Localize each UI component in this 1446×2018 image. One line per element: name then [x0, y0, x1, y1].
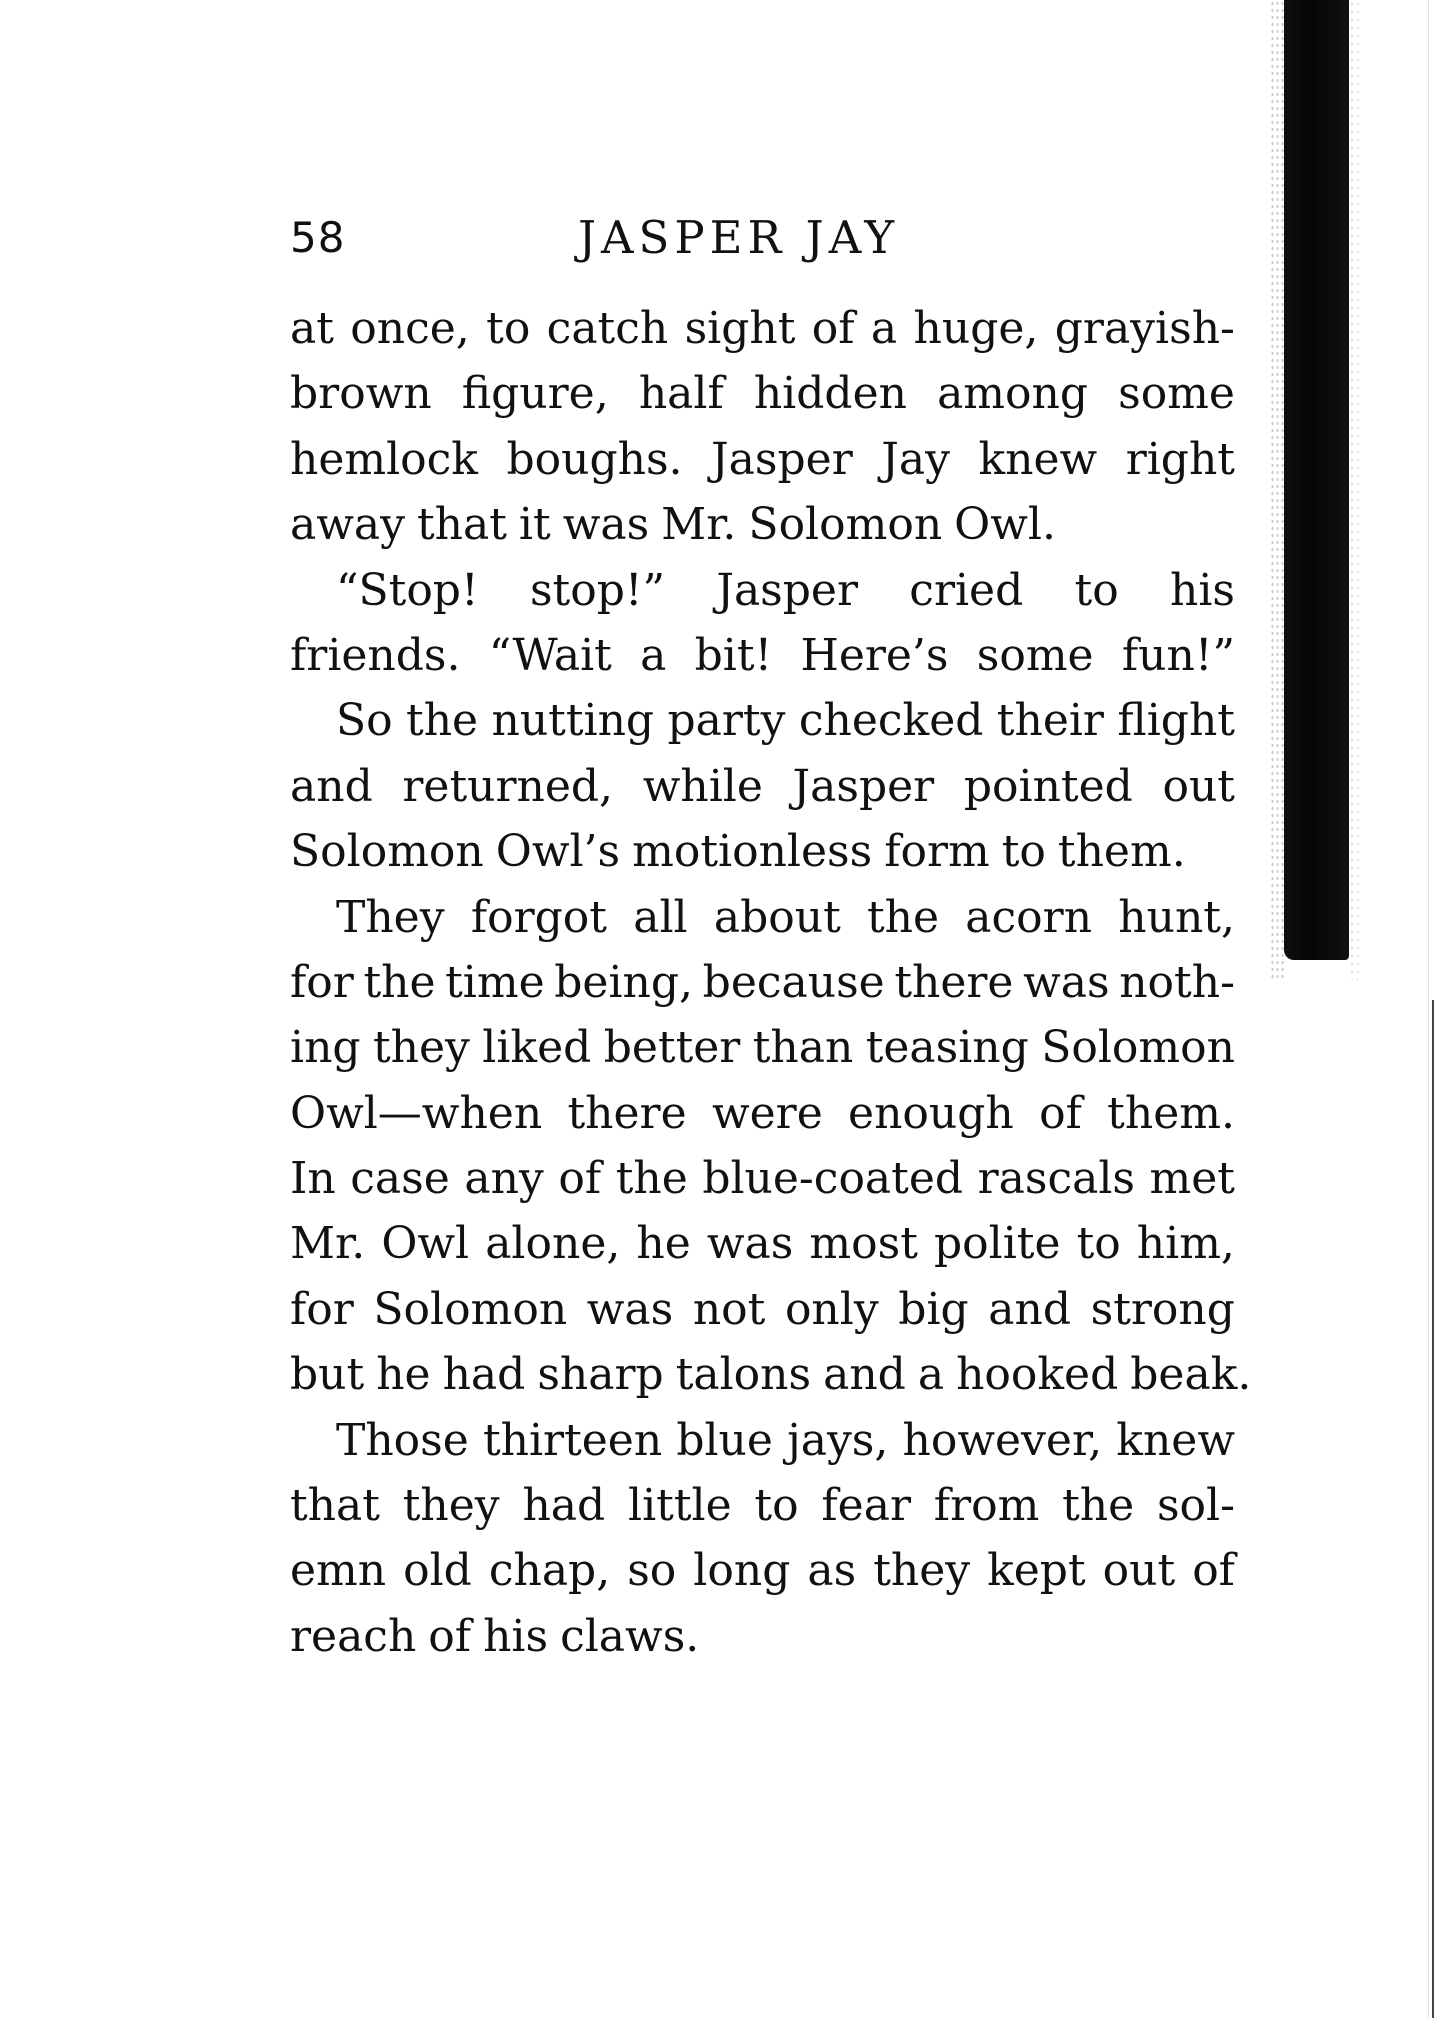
word: them.: [1107, 1087, 1235, 1139]
word: pointed: [963, 760, 1133, 812]
word: blue-coated: [702, 1153, 964, 1205]
word: their: [996, 695, 1104, 747]
word: little: [628, 1480, 732, 1532]
word: long: [693, 1545, 791, 1597]
word: hunt,: [1118, 891, 1235, 943]
word: a: [640, 629, 667, 681]
word: knew: [978, 433, 1098, 485]
word: time: [445, 956, 545, 1008]
word: old: [403, 1545, 472, 1597]
word: he: [376, 1349, 431, 1401]
text-line: [290, 427, 1235, 492]
word: was: [586, 1283, 674, 1335]
text-line: [290, 1473, 1235, 1538]
word: from: [933, 1480, 1040, 1532]
running-title: JASPER JAY: [578, 211, 900, 264]
running-head: [290, 208, 1240, 268]
word: than: [752, 1022, 854, 1074]
word: among: [937, 368, 1089, 420]
text-line: [290, 688, 1235, 753]
word: met: [1149, 1153, 1235, 1205]
text-line: [290, 1081, 1235, 1146]
word: forgot: [470, 891, 607, 943]
word: of: [428, 1610, 472, 1662]
word: Owl: [381, 1218, 470, 1270]
word: them.: [1057, 826, 1186, 878]
word: to: [1076, 1218, 1121, 1270]
text-line: [290, 1538, 1235, 1603]
word: some: [1118, 368, 1235, 420]
word: out: [1102, 1545, 1176, 1597]
word: to: [486, 303, 531, 354]
word: was: [706, 1218, 794, 1270]
word: claws.: [560, 1610, 700, 1662]
word: huge,: [913, 303, 1039, 354]
word: Owl—when: [290, 1087, 543, 1139]
word: fear: [821, 1480, 911, 1532]
word: for: [290, 1283, 354, 1335]
word: the: [615, 1153, 688, 1205]
word: nutting: [491, 695, 655, 747]
word: alone,: [485, 1218, 621, 1270]
word: while: [642, 760, 763, 812]
page-edge-faint: [1428, 0, 1429, 2018]
word: grayish-: [1054, 303, 1235, 354]
text-line: [290, 361, 1235, 426]
word: however,: [902, 1414, 1103, 1466]
word: about: [713, 891, 841, 943]
word: at: [290, 303, 334, 354]
word: Mr.: [661, 499, 737, 551]
word: away: [290, 499, 405, 551]
word: form: [884, 826, 990, 878]
text-line: [290, 754, 1235, 819]
word: so: [627, 1545, 677, 1597]
word: noth-: [1119, 956, 1235, 1008]
word: Owl’s: [495, 826, 621, 878]
word: teasing: [865, 1022, 1029, 1074]
word: had: [522, 1480, 606, 1532]
word: catch: [546, 303, 669, 354]
word: had: [442, 1349, 526, 1401]
text-line: [290, 885, 1235, 950]
word: there: [894, 956, 1014, 1008]
word: hooked: [956, 1349, 1119, 1401]
binding-shadow: [1284, 0, 1349, 960]
text-line: [290, 1604, 1235, 1669]
word: polite: [933, 1218, 1061, 1270]
word: In: [290, 1153, 336, 1205]
scan-speckle-left: [1270, 0, 1284, 980]
word: “Wait: [488, 629, 612, 681]
word: not: [692, 1283, 766, 1335]
text-line: [290, 623, 1235, 688]
page-number: 58: [290, 213, 346, 262]
word: Those: [336, 1414, 469, 1466]
word: most: [809, 1218, 918, 1270]
word: sharp: [537, 1349, 664, 1401]
word: sight: [684, 303, 796, 354]
word: knew: [1116, 1414, 1235, 1466]
word: hidden: [753, 368, 907, 420]
word: and: [290, 760, 373, 812]
word: a: [870, 303, 898, 354]
word: talons: [675, 1349, 812, 1401]
word: out: [1162, 760, 1235, 812]
word: Jasper: [711, 433, 853, 485]
word: Mr.: [290, 1218, 366, 1270]
word: there: [567, 1087, 687, 1139]
word: was: [1023, 956, 1110, 1008]
word: Jay: [881, 433, 950, 485]
text-line: [290, 1211, 1235, 1276]
word: jays,: [787, 1414, 889, 1466]
word: the: [1062, 1480, 1135, 1532]
word: figure,: [461, 368, 609, 420]
word: the: [867, 891, 940, 943]
word: of: [1192, 1545, 1235, 1597]
word: big: [898, 1283, 969, 1335]
word: to: [1001, 826, 1046, 878]
word: cried: [909, 564, 1024, 616]
word: brown: [290, 368, 432, 420]
page-edge: [1432, 1000, 1434, 2018]
text-line: [290, 950, 1235, 1015]
word: bit!: [694, 629, 773, 681]
word: Jasper: [716, 564, 859, 616]
word: that: [416, 499, 507, 551]
word: friends.: [290, 629, 461, 681]
word: boughs.: [506, 433, 683, 485]
word: So: [336, 695, 393, 747]
word: of: [1039, 1087, 1082, 1139]
word: motionless: [632, 826, 873, 878]
word: beak.: [1130, 1349, 1252, 1401]
text-line: [290, 1146, 1235, 1211]
word: enough: [848, 1087, 1014, 1139]
word: Solomon: [373, 1283, 568, 1335]
word: the: [363, 956, 436, 1008]
word: sol-: [1156, 1480, 1235, 1532]
word: was: [562, 499, 650, 551]
word: being,: [554, 956, 694, 1008]
word: “Stop!: [336, 564, 479, 616]
word: any: [464, 1153, 544, 1205]
word: half: [638, 368, 724, 420]
word: Here’s: [800, 629, 949, 681]
word: to: [754, 1480, 799, 1532]
word: strong: [1090, 1283, 1235, 1335]
word: case: [350, 1153, 450, 1205]
word: emn: [290, 1545, 387, 1597]
text-line: [290, 819, 1235, 884]
word: they: [402, 1480, 500, 1532]
word: were: [711, 1087, 823, 1139]
word: and: [823, 1349, 906, 1401]
word: Jasper: [792, 760, 935, 812]
scan-speckle-right: [1349, 0, 1361, 980]
word: his: [483, 1610, 549, 1662]
word: hemlock: [290, 433, 478, 485]
word: once,: [350, 303, 470, 354]
word: blue: [676, 1414, 773, 1466]
word: Solomon: [290, 826, 484, 878]
word: his: [1169, 564, 1235, 616]
word: right: [1125, 433, 1235, 485]
word: fun!”: [1121, 629, 1235, 681]
word: Solomon: [1041, 1022, 1235, 1074]
word: and: [988, 1283, 1072, 1335]
text-line: [290, 1342, 1252, 1407]
word: They: [336, 891, 445, 943]
word: of: [558, 1153, 602, 1205]
text-line: [290, 1277, 1235, 1342]
word: he: [636, 1218, 691, 1270]
word: some: [976, 629, 1094, 681]
word: but: [290, 1349, 365, 1401]
word: flight: [1117, 695, 1235, 747]
word: they: [372, 1022, 470, 1074]
word: only: [784, 1283, 879, 1335]
word: the: [406, 695, 479, 747]
text-line: [290, 1015, 1235, 1080]
word: better: [603, 1022, 741, 1074]
word: Owl.: [954, 499, 1056, 551]
text-line: [290, 492, 1235, 557]
text-line: [290, 558, 1235, 623]
word: all: [633, 891, 688, 943]
word: they: [873, 1545, 971, 1597]
text-line: [290, 296, 1235, 361]
word: a: [917, 1349, 945, 1401]
word: stop!”: [529, 564, 666, 616]
text-line: [290, 1408, 1235, 1473]
word: Solomon: [748, 499, 943, 551]
word: party: [667, 695, 786, 747]
word: checked: [798, 695, 984, 747]
word: kept: [987, 1545, 1086, 1597]
word: as: [807, 1545, 857, 1597]
word: rascals: [977, 1153, 1135, 1205]
word: of: [811, 303, 855, 354]
word: thirteen: [482, 1414, 663, 1466]
word: to: [1074, 564, 1119, 616]
word: reach: [290, 1610, 417, 1662]
word: chap,: [488, 1545, 611, 1597]
word: because: [702, 956, 885, 1008]
body-text: [290, 296, 1252, 1669]
word: for: [290, 956, 354, 1008]
word: acorn: [965, 891, 1093, 943]
word: it: [518, 499, 551, 551]
word: that: [290, 1480, 380, 1532]
word: ing: [290, 1022, 361, 1074]
word: liked: [482, 1022, 592, 1074]
word: returned,: [402, 760, 614, 812]
word: him,: [1136, 1218, 1235, 1270]
